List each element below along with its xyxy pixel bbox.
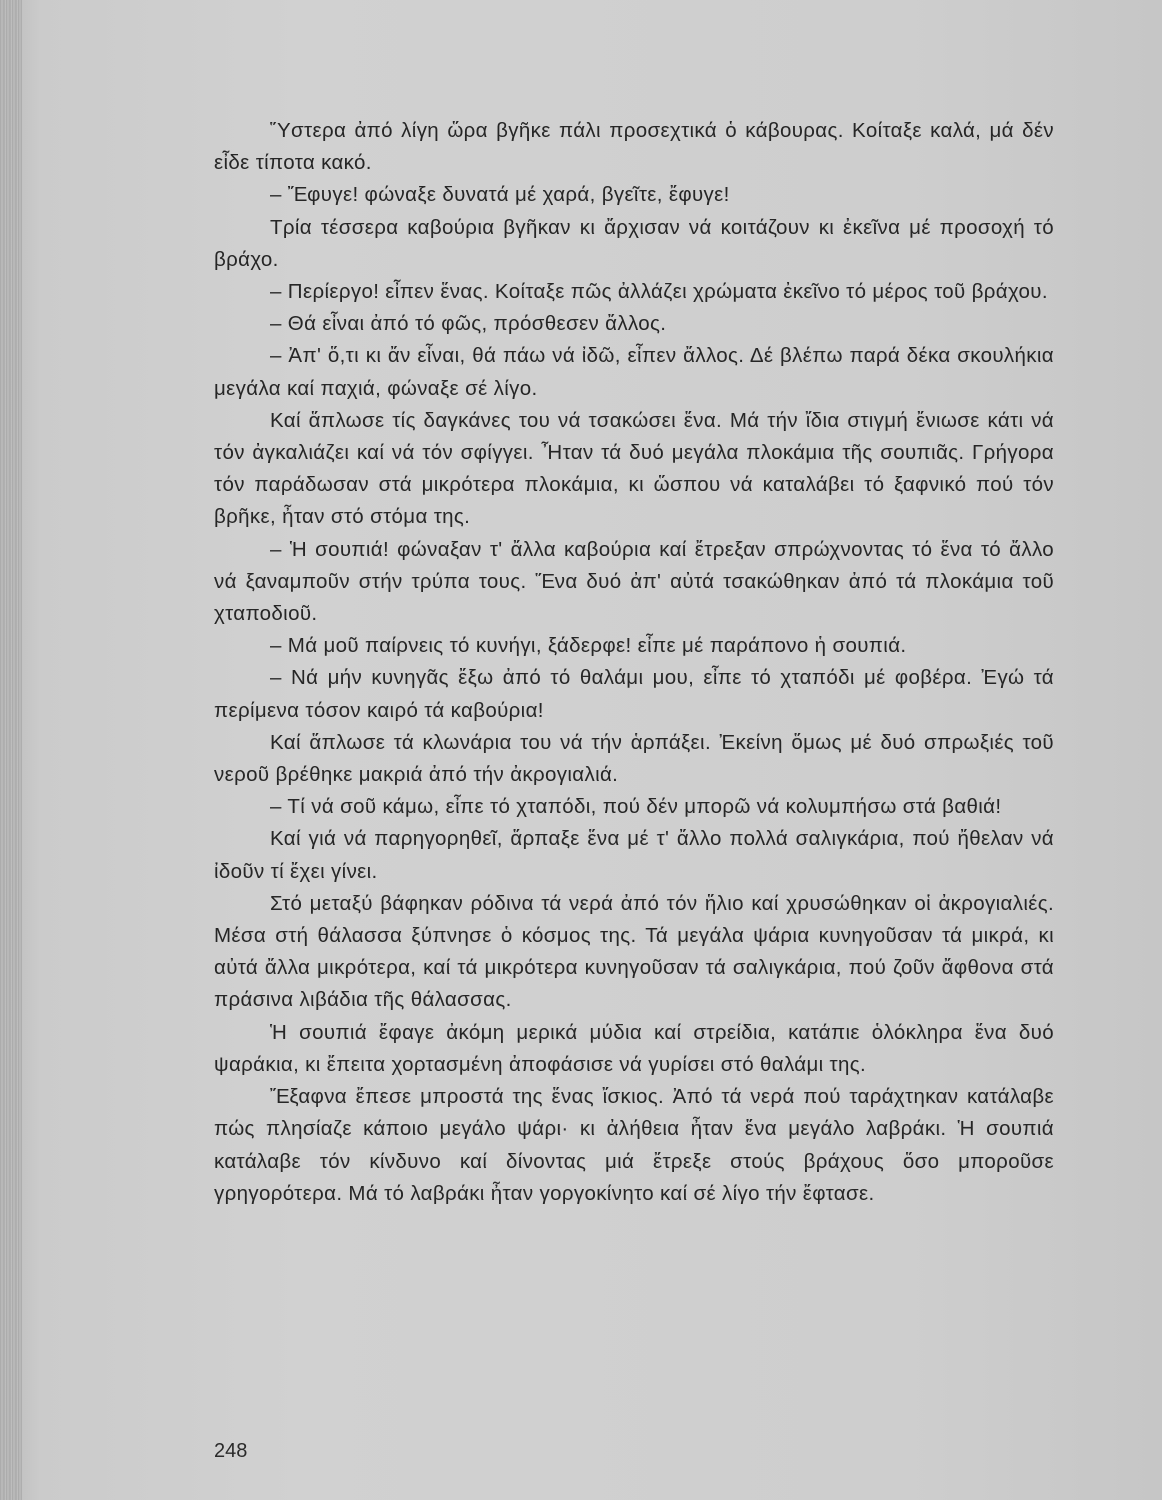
paragraph: – Θά εἶναι ἀπό τό φῶς, πρόσθεσεν ἄλλος. xyxy=(270,312,667,336)
paragraph: – Περίεργο! εἶπεν ἕνας. Κοίταξε πῶς ἀλλάζει χρώματα ἐκεῖνο τό μέρος τοῦ βράχου. xyxy=(270,280,1048,304)
paragraph: Ἔξαφνα ἔπεσε μπροστά της ἕνας ἴσκιος. Ἀπό τά νερά πού ταράχτηκαν κατάλαβε πώς πλησίαζε κάποιο μεγάλο ψάρι· κι ἀλήθεια ἦταν ἕνα μεγάλο λαβράκι. Ἡ σουπιά κατάλαβε τόν κίνδυνο καί δίνοντας μιά ἔτρεξε στούς βράχους ὅσο μποροῦσε γρηγορότερα. Μά τό λαβράκι ἦταν γοργοκίνητο καί σέ λίγο τήν ἔφτασε. xyxy=(214,1085,1054,1205)
page-number: 248 xyxy=(214,1440,248,1462)
paragraph: – Ἀπ' ὅ,τι κι ἄν εἶναι, θά πάω νά ἰδῶ, εἶπεν ἄλλος. Δέ βλέπω παρά δέκα σκουλήκια μεγάλα καί παχιά, φώναξε σέ λίγο. xyxy=(214,344,1054,400)
paragraph: Ὕστερα ἀπό λίγη ὥρα βγῆκε πάλι προσεχτικά ὁ κάβουρας. Κοίταξε καλά, μά δέν εἶδε τίποτα κακό. xyxy=(214,119,1054,175)
paragraph: Τρία τέσσερα καβούρια βγῆκαν κι ἄρχισαν νά κοιτάζουν κι ἐκεῖνα μέ προσοχή τό βράχο. xyxy=(214,215,1054,271)
paragraph: Στό μεταξύ βάφηκαν ρόδινα τά νερά ἀπό τόν ἥλιο καί χρυσώθηκαν οἱ ἀκρογιαλιές. Μέσα στή θάλασσα ξύπνησε ὁ κόσμος της. Τά μεγάλα ψάρια κυνηγοῦσαν τά μικρά, κι αὐτά ἄλλα μικρότερα, καί τά μικρότερα κυνηγοῦσαν τά σαλιγκάρια, πού ζοῦν ἄφθονα στά πράσινα λιβάδια τῆς θάλασσας. xyxy=(214,891,1054,1012)
paragraph: Καί γιά νά παρηγορηθεῖ, ἅρπαξε ἕνα μέ τ' ἄλλο πολλά σαλιγκάρια, πού ἤθελαν νά ἰδοῦν τί ἔχει γίνει. xyxy=(214,827,1054,883)
paragraph: – Τί νά σοῦ κάμω, εἶπε τό χταπόδι, πού δέν μπορῶ νά κολυμπήσω στά βαθιά! xyxy=(270,795,1002,819)
paragraph: Ἡ σουπιά ἔφαγε ἀκόμη μερικά μύδια καί στρείδια, κατάπιε ὁλόκληρα ἕνα δυό ψαράκια, κι ἔπειτα χορτασμένη ἀποφάσισε νά γυρίσει στό θαλάμι της. xyxy=(214,1020,1054,1076)
page-stack-edge xyxy=(0,0,22,1500)
paragraph: – Ἔφυγε! φώναξε δυνατά μέ χαρά, βγεῖτε, ἔφυγε! xyxy=(270,183,730,207)
paragraph: Καί ἅπλωσε τίς δαγκάνες του νά τσακώσει ἕνα. Μά τήν ἴδια στιγμή ἔνιωσε κάτι νά τόν ἀγκαλιάζει καί νά τόν σφίγγει. Ἦταν τά δυό μεγάλα πλοκάμια τῆς σουπιᾶς. Γρήγορα τόν παράδωσαν στά μικρότερα πλοκάμια, κι ὥσπου νά καταλάβει τό ξαφνικό πού τόν βρῆκε, ἦταν στό στόμα της. xyxy=(214,408,1054,529)
paragraph: Καί ἅπλωσε τά κλωνάρια του νά τήν ἁρπάξει. Ἐκείνη ὅμως μέ δυό σπρωξιές τοῦ νεροῦ βρέθηκε μακριά ἀπό τήν ἀκρογιαλιά. xyxy=(214,730,1054,787)
body-text xyxy=(214,115,1054,1210)
paragraph: – Νά μήν κυνηγᾶς ἔξω ἀπό τό θαλάμι μου, εἶπε τό χταπόδι μέ φοβέρα. Ἐγώ τά περίμενα τόσον καιρό τά καβούρια! xyxy=(214,666,1054,722)
paragraph: – Ἡ σουπιά! φώναξαν τ' ἄλλα καβούρια καί ἔτρεξαν σπρώχνοντας τό ἕνα τό ἄλλο νά ξαναμποῦν στήν τρύπα τους. Ἕνα δυό ἀπ' αὐτά τσακώθηκαν ἀπό τά πλοκάμια τοῦ χταποδιοῦ. xyxy=(214,537,1054,626)
paragraph: – Μά μοῦ παίρνεις τό κυνήγι, ξάδερφε! εἶπε μέ παράπονο ἡ σουπιά. xyxy=(270,634,907,658)
